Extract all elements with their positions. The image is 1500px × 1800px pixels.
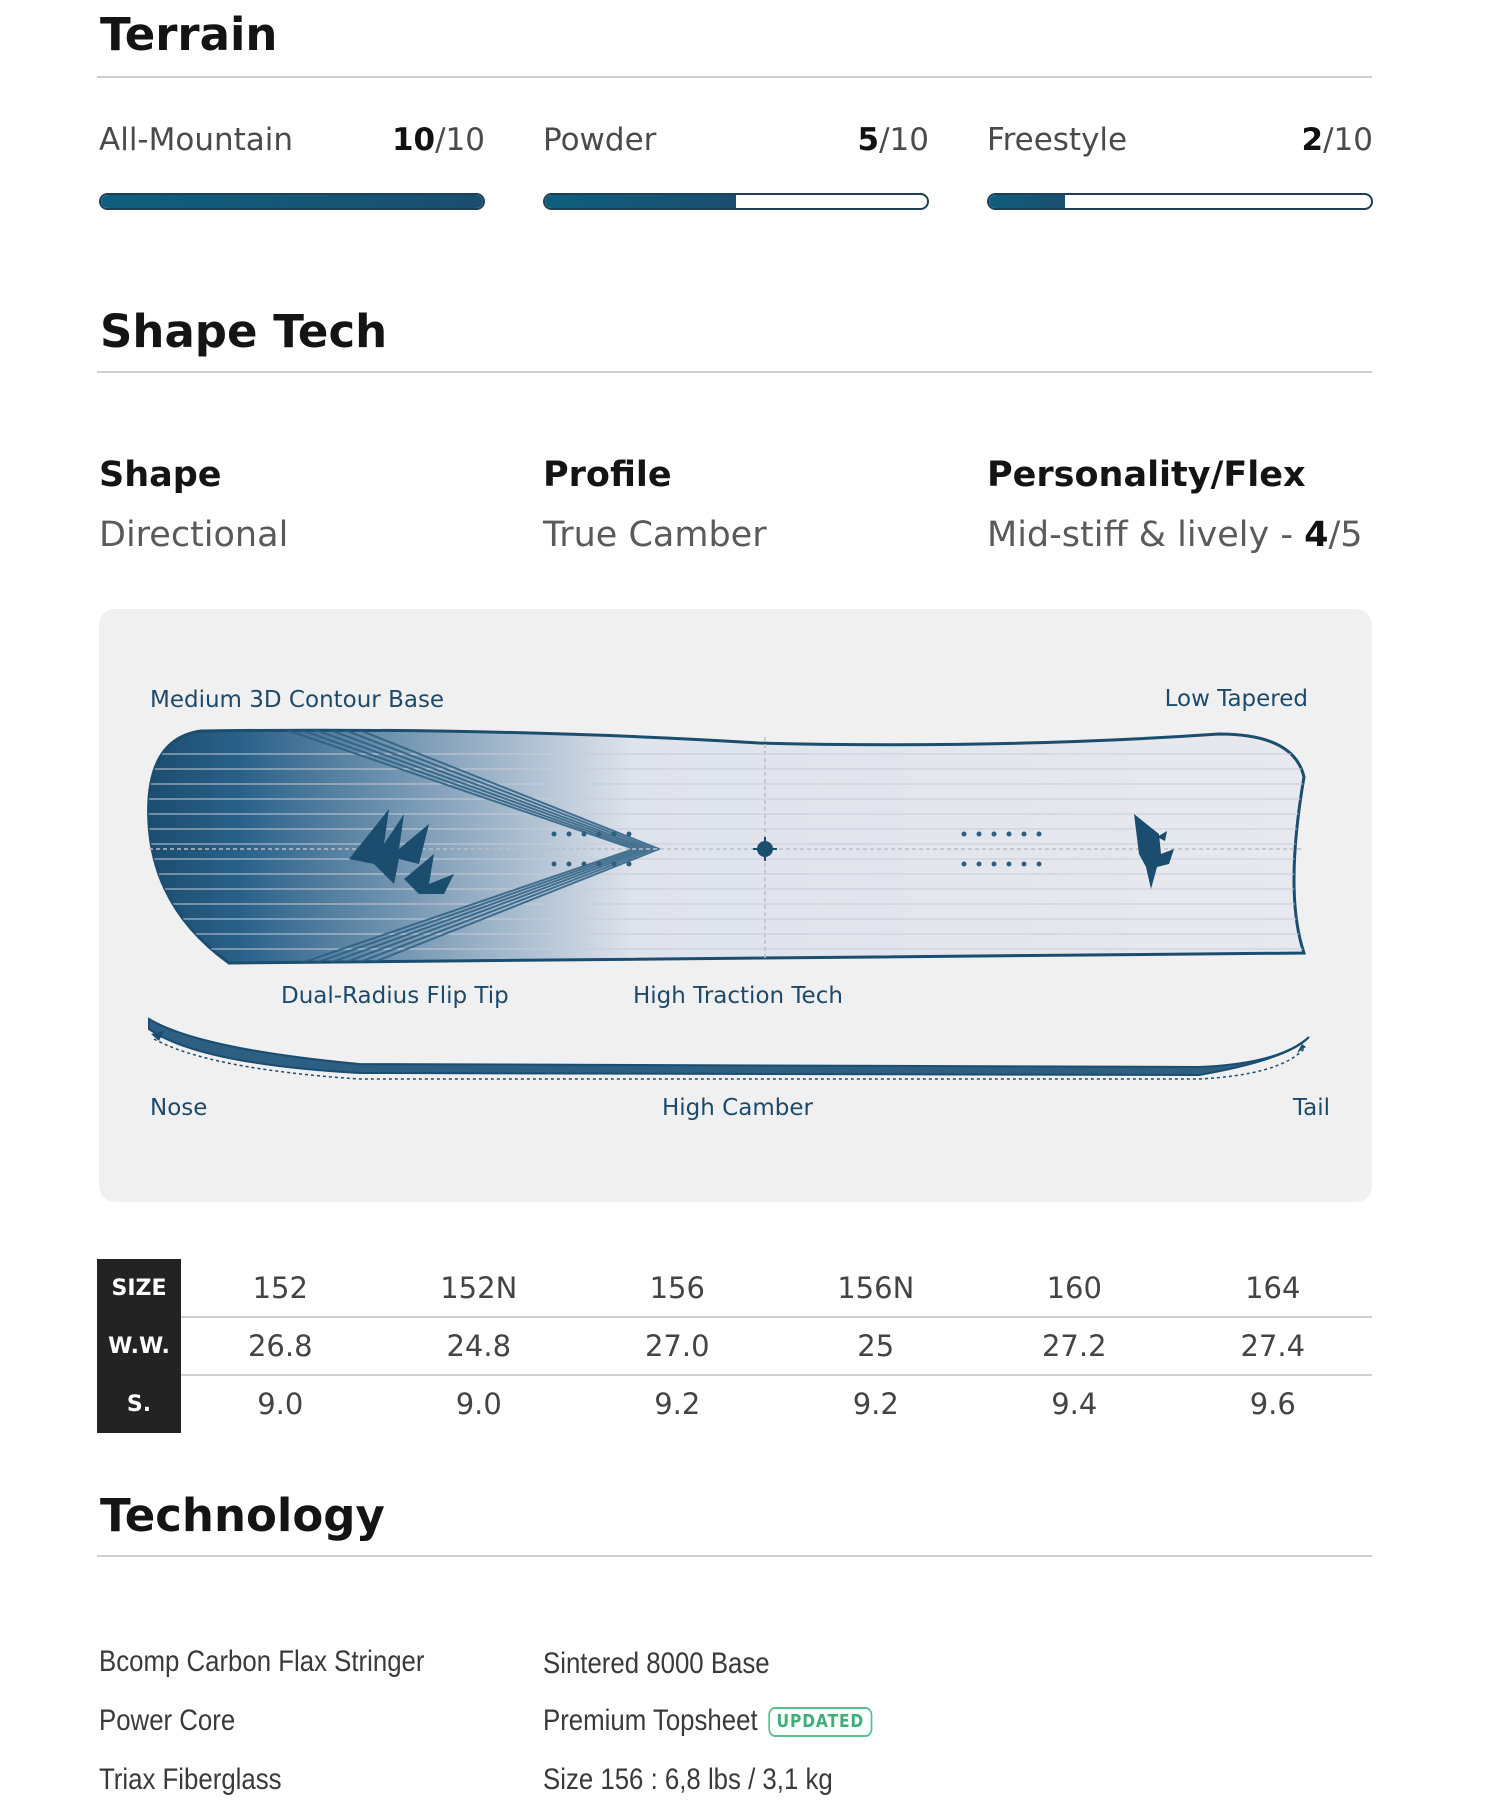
rating-bar [987,193,1373,210]
spec-cell: 9.2 [852,1387,899,1421]
rating-all-mountain [99,122,485,162]
spec-cell: 160 [1046,1271,1102,1305]
spec-cell: 9.0 [455,1387,502,1421]
spec-cell: 24.8 [446,1329,512,1363]
tech-item-topsheet [543,1704,873,1738]
technology-divider [97,1555,1372,1557]
label-flip-tip: Dual-Radius Flip Tip [281,983,509,1009]
technology-title: Technology [100,1489,385,1542]
profile-attribute [543,455,767,555]
label-contour-base: Medium 3D Contour Base [150,687,445,713]
spec-table [97,1259,1372,1433]
rating-bar [99,193,485,210]
spec-row-size [97,1259,1372,1317]
shape-tech-divider [97,371,1372,373]
rating-freestyle [987,122,1373,162]
spec-header: S. [97,1375,181,1433]
spec-cell: 156 [649,1271,705,1305]
spec-cell: 9.0 [257,1387,304,1421]
spec-cell: 152N [440,1271,518,1305]
terrain-title: Terrain [100,8,278,61]
rating-label: Freestyle [987,122,1128,158]
spec-cell: 164 [1245,1271,1301,1305]
spec-cell: 9.4 [1051,1387,1098,1421]
shape-tech-title: Shape Tech [100,305,388,358]
label-nose: Nose [150,1095,208,1121]
tech-item: Power Core [99,1704,236,1737]
flex-attribute [987,455,1363,555]
spec-header: SIZE [97,1259,181,1317]
spec-cell: 9.2 [654,1387,701,1421]
spec-cell: 27.0 [644,1329,710,1363]
updated-badge: UPDATED [768,1707,873,1737]
tech-item: Sintered 8000 Base [543,1647,770,1680]
label-traction: High Traction Tech [633,983,843,1009]
attr-value: Directional [99,515,289,555]
board-diagram-panel [99,609,1372,1202]
rating-score: 2/10 [1301,122,1373,158]
spec-row-waist-width [97,1317,1372,1375]
spec-row-stance [97,1375,1372,1433]
rating-bar-fill [989,195,1065,208]
spec-cell: 152 [252,1271,308,1305]
rating-bar-fill [101,195,483,208]
board-top-view [139,724,1319,974]
label-tail: Tail [1292,1095,1330,1121]
board-side-profile [149,1019,1309,1079]
spec-header: W.W. [97,1317,181,1375]
rating-score: 10/10 [391,122,485,158]
rating-bar [543,193,929,210]
attr-value: Mid-stiff & lively - 4/5 [987,515,1363,555]
tech-item-label: Premium Topsheet [543,1704,758,1737]
spec-cell: 156N [837,1271,915,1305]
spec-cell: 25 [857,1329,895,1363]
rating-bar-fill [545,195,736,208]
rating-label: All-Mountain [99,122,294,158]
spec-cell: 27.4 [1240,1329,1306,1363]
rating-powder [543,122,929,162]
spec-cell: 26.8 [247,1329,313,1363]
tech-item: Bcomp Carbon Flax Stringer [99,1645,425,1678]
rating-score: 5/10 [857,122,929,158]
tech-item: Triax Fiberglass [99,1763,282,1796]
attr-title: Profile [543,455,672,495]
shape-attribute [99,455,288,555]
rating-label: Powder [543,122,657,158]
spec-cell: 27.2 [1041,1329,1107,1363]
tech-item: Size 156 : 6,8 lbs / 3,1 kg [543,1763,833,1796]
attr-value: True Camber [543,515,767,555]
terrain-divider [97,76,1372,78]
label-camber: High Camber [662,1095,813,1121]
attr-title: Personality/Flex [987,455,1306,495]
spec-cell: 9.6 [1249,1387,1296,1421]
label-low-tapered: Low Tapered [1164,686,1308,712]
attr-title: Shape [99,455,222,495]
